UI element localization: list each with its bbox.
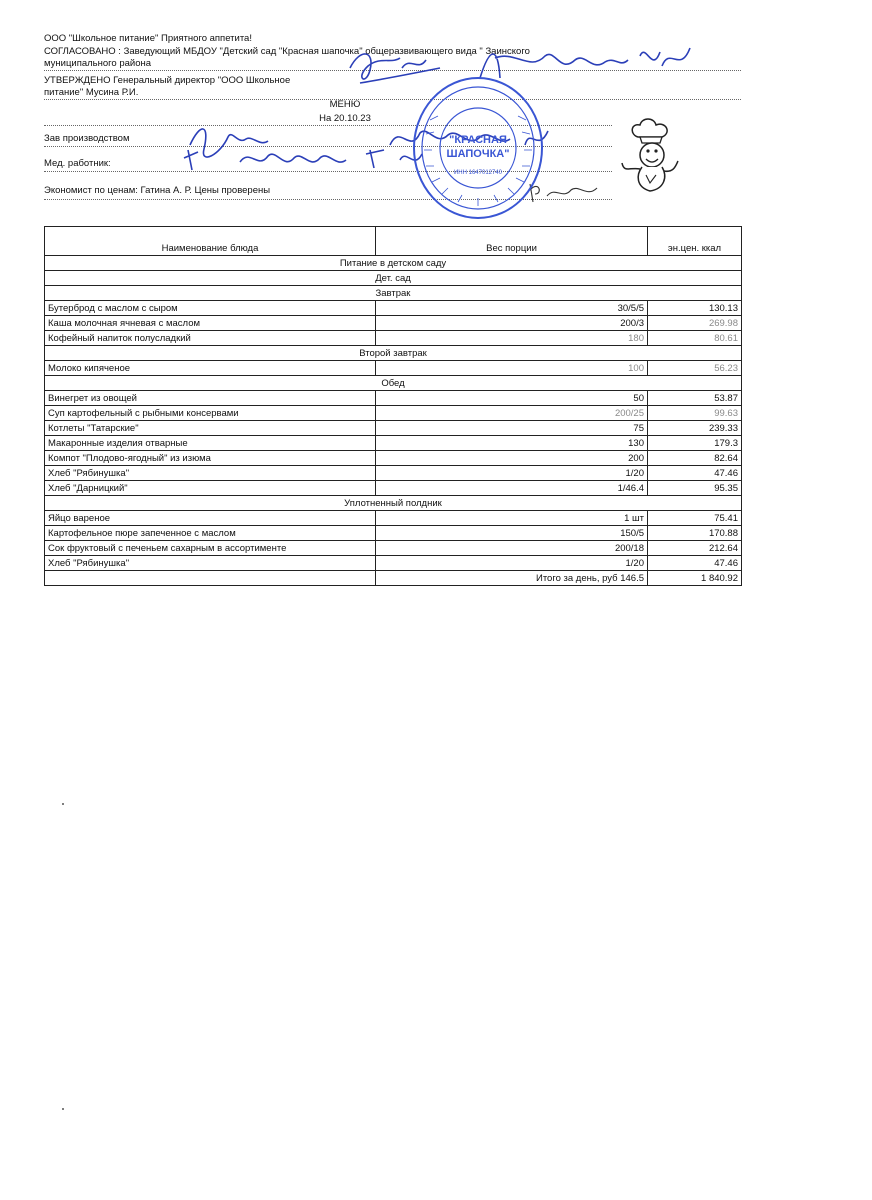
section-sub: Дет. сад <box>45 271 742 286</box>
energy-kcal-cell: 99.63 <box>648 406 742 421</box>
section-row <box>45 271 742 286</box>
meal-section-row <box>45 496 742 511</box>
table-row <box>45 331 742 346</box>
table-row <box>45 436 742 451</box>
table-row <box>45 541 742 556</box>
approved-underline <box>44 99 741 100</box>
portion-weight-cell: 200 <box>376 451 648 466</box>
energy-kcal-cell: 239.33 <box>648 421 742 436</box>
stamp-inn: ИНН 1647012740 <box>453 170 503 176</box>
meal-section-row <box>45 346 742 361</box>
meal-section-row <box>45 376 742 391</box>
table-row <box>45 391 742 406</box>
energy-kcal-cell: 80.61 <box>648 331 742 346</box>
dish-name-cell: Суп картофельный с рыбными консервами <box>45 406 376 421</box>
table-row <box>45 361 742 376</box>
dish-name-cell: Котлеты "Татарские" <box>45 421 376 436</box>
portion-weight-cell: 200/3 <box>376 316 648 331</box>
scan-speck <box>62 803 64 805</box>
portion-weight-cell: 30/5/5 <box>376 301 648 316</box>
table-row <box>45 316 742 331</box>
meal-section-title: Завтрак <box>45 286 742 301</box>
table-row <box>45 301 742 316</box>
dish-name-cell: Молоко кипяченое <box>45 361 376 376</box>
portion-weight-cell: 200/18 <box>376 541 648 556</box>
portion-weight-cell: 1/20 <box>376 466 648 481</box>
menu-date: На 20.10.23 <box>319 113 371 124</box>
energy-kcal-cell: 130.13 <box>648 301 742 316</box>
economist-line: Экономист по ценам: Гатина А. Р. Цены проверены <box>44 185 271 196</box>
dish-name-cell: Хлеб "Рябинушка" <box>45 466 376 481</box>
agreed-line-2: муниципального района <box>44 58 152 69</box>
column-header-dish: Наименование блюда <box>45 227 376 256</box>
medic-label: Мед. работник: <box>44 158 111 169</box>
approved-line-1: УТВЕРЖДЕНО Генеральный директор "ООО Школьное <box>44 75 291 86</box>
dish-name-cell: Винегрет из овощей <box>45 391 376 406</box>
portion-weight-cell: 150/5 <box>376 526 648 541</box>
energy-kcal-cell: 269.98 <box>648 316 742 331</box>
portion-weight-cell: 1/46.4 <box>376 481 648 496</box>
table-row <box>45 556 742 571</box>
portion-weight-cell: 100 <box>376 361 648 376</box>
approved-line-2: питание" Мусина Р.И. <box>44 87 139 98</box>
stamp-center-line-2: ШАПОЧКА" <box>446 148 510 160</box>
table-row <box>45 451 742 466</box>
stamp-center-line-1: "КРАСНАЯ <box>449 134 507 146</box>
total-kcal-cell: 1 840.92 <box>648 571 742 586</box>
energy-kcal-cell: 170.88 <box>648 526 742 541</box>
energy-kcal-cell: 82.64 <box>648 451 742 466</box>
total-row <box>45 571 742 586</box>
energy-kcal-cell: 56.23 <box>648 361 742 376</box>
portion-weight-cell: 200/25 <box>376 406 648 421</box>
section-main: Питание в детском саду <box>45 256 742 271</box>
table-row <box>45 406 742 421</box>
portion-weight-cell: 50 <box>376 391 648 406</box>
dish-name-cell: Каша молочная ячневая с маслом <box>45 316 376 331</box>
table-row <box>45 466 742 481</box>
production-head-label: Зав производством <box>44 133 130 144</box>
portion-weight-cell: 180 <box>376 331 648 346</box>
table-row <box>45 511 742 526</box>
column-header-kcal: эн.цен. ккал <box>648 227 742 256</box>
table-row <box>45 421 742 436</box>
energy-kcal-cell: 53.87 <box>648 391 742 406</box>
dish-name-cell: Компот "Плодово-ягодный" из изюма <box>45 451 376 466</box>
energy-kcal-cell: 47.46 <box>648 466 742 481</box>
dish-name-cell: Хлеб "Рябинушка" <box>45 556 376 571</box>
portion-weight-cell: 75 <box>376 421 648 436</box>
chef-logo-icon <box>616 117 684 195</box>
table-row <box>45 481 742 496</box>
agreed-line-1: СОГЛАСОВАНО : Заведующий МБДОУ "Детский сад "Красная шапочка" общеразвивающего вида " Заинского <box>44 46 530 57</box>
meal-section-title: Уплотненный полдник <box>45 496 742 511</box>
table-header-row <box>45 227 742 256</box>
dish-name-cell: Сок фруктовый с печеньем сахарным в ассортименте <box>45 541 376 556</box>
meal-section-title: Обед <box>45 376 742 391</box>
total-label-cell: Итого за день, руб 146.5 <box>376 571 648 586</box>
signature-medic <box>180 140 440 180</box>
energy-kcal-cell: 75.41 <box>648 511 742 526</box>
dish-name-cell: Бутерброд с маслом с сыром <box>45 301 376 316</box>
portion-weight-cell: 130 <box>376 436 648 451</box>
dish-name-cell: Яйцо вареное <box>45 511 376 526</box>
dish-name-cell: Картофельное пюре запеченное с маслом <box>45 526 376 541</box>
menu-table <box>44 226 742 586</box>
total-empty-cell <box>45 571 376 586</box>
table-row <box>45 526 742 541</box>
company-line: ООО "Школьное питание" Приятного аппетита! <box>44 33 252 44</box>
dish-name-cell: Макаронные изделия отварные <box>45 436 376 451</box>
portion-weight-cell: 1/20 <box>376 556 648 571</box>
meal-section-title: Второй завтрак <box>45 346 742 361</box>
portion-weight-cell: 1 шт <box>376 511 648 526</box>
column-header-weight: Вес порции <box>376 227 648 256</box>
energy-kcal-cell: 212.64 <box>648 541 742 556</box>
section-row <box>45 256 742 271</box>
menu-title: МЕНЮ <box>329 99 361 110</box>
energy-kcal-cell: 95.35 <box>648 481 742 496</box>
scan-speck <box>62 1108 64 1110</box>
dish-name-cell: Кофейный напиток полусладкий <box>45 331 376 346</box>
energy-kcal-cell: 179.3 <box>648 436 742 451</box>
organization-stamp <box>408 70 548 220</box>
meal-section-row <box>45 286 742 301</box>
dish-name-cell: Хлеб "Дарницкий" <box>45 481 376 496</box>
energy-kcal-cell: 47.46 <box>648 556 742 571</box>
